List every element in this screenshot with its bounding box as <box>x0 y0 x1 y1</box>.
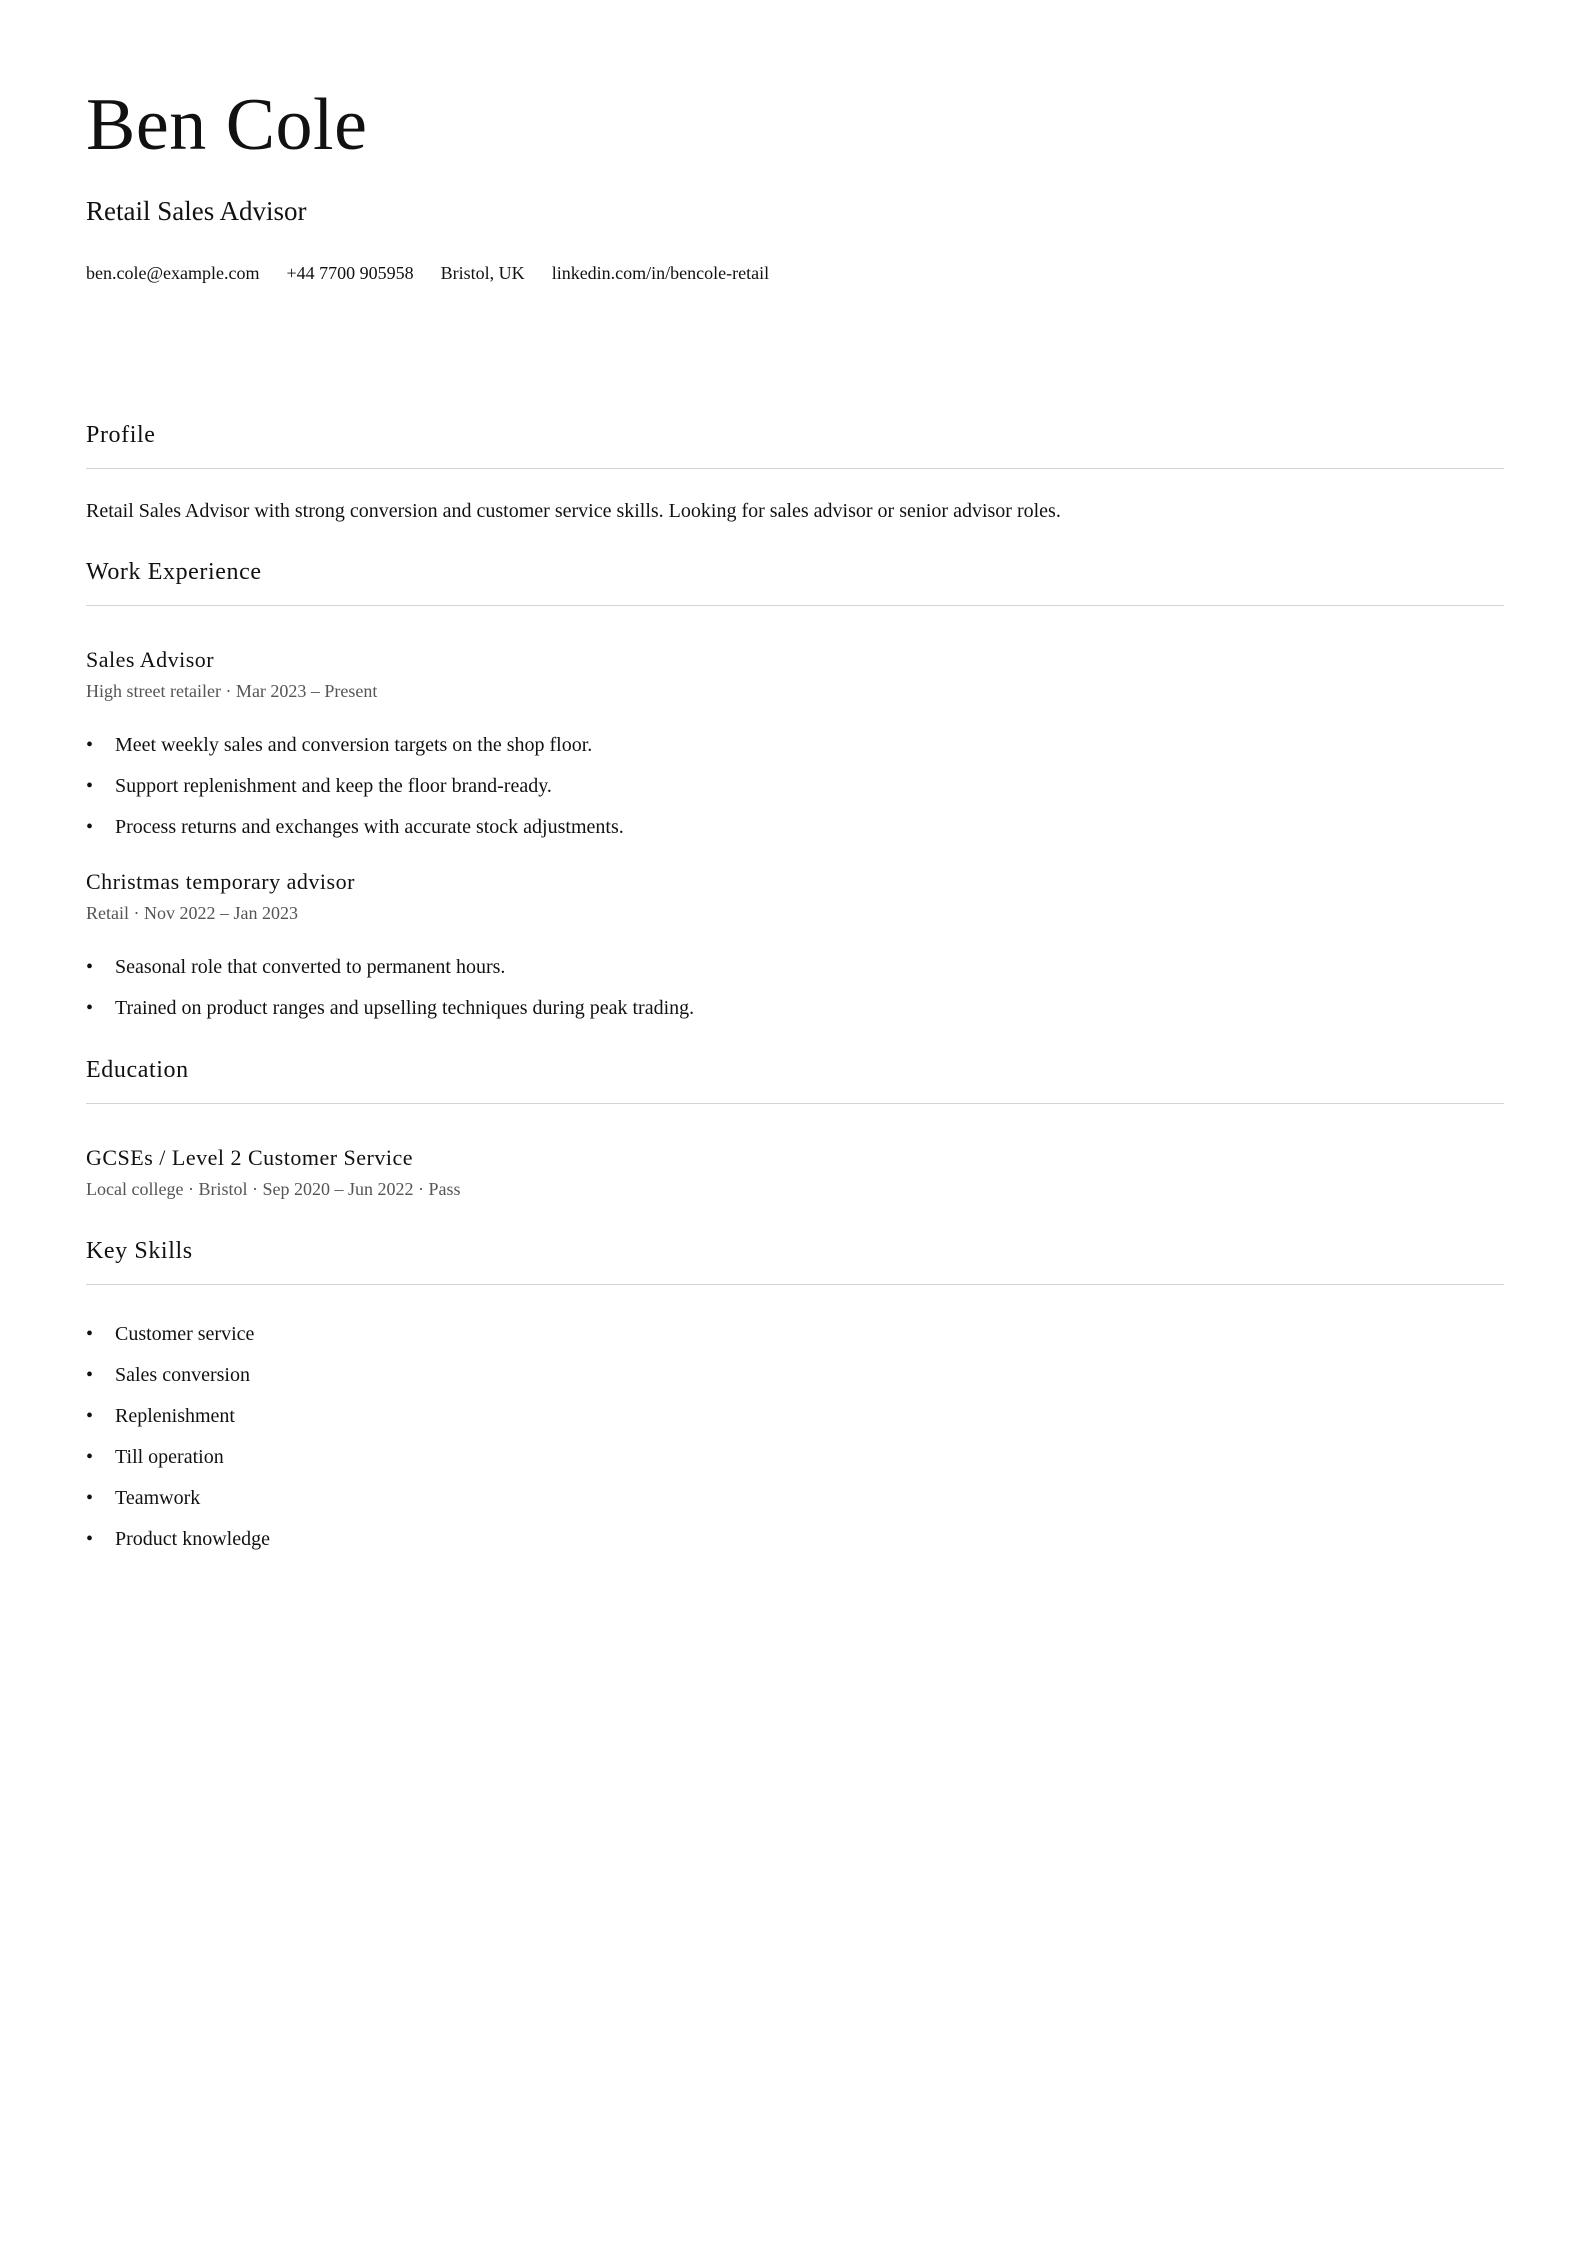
job-title: Christmas temporary advisor <box>86 869 355 894</box>
bullet-icon: • <box>86 1323 94 1345</box>
list-item-text: Meet weekly sales and conversion targets on the shop floor. <box>115 734 593 756</box>
skill-item-text: Till operation <box>115 1446 224 1468</box>
education-title: GCSEs / Level 2 Customer Service <box>86 1145 414 1170</box>
job-title: Sales Advisor <box>86 647 215 672</box>
bullet-icon: • <box>86 1364 94 1386</box>
section-divider <box>86 1284 1504 1285</box>
job-meta: High street retailer · Mar 2023 – Present <box>86 681 378 701</box>
bullet-icon: • <box>86 1446 94 1468</box>
contact-location: Bristol, UK <box>440 263 525 283</box>
contact-linkedin: linkedin.com/in/bencole-retail <box>551 263 770 283</box>
skill-item-text: Product knowledge <box>115 1528 270 1550</box>
section-divider <box>86 605 1504 606</box>
bullet-icon: • <box>86 1528 94 1550</box>
section-title-profile: Profile <box>86 422 156 448</box>
education-meta: Local college · Bristol · Sep 2020 – Jun 2022 · Pass <box>86 1179 461 1199</box>
skill-item-text: Teamwork <box>115 1487 201 1509</box>
bullet-icon: • <box>86 997 94 1019</box>
list-item-text: Seasonal role that converted to permanent hours. <box>115 956 506 978</box>
section-title-experience: Work Experience <box>86 559 262 585</box>
profile-summary: Retail Sales Advisor with strong conversion and customer service skills. Looking for sales advisor or senior advisor roles. <box>86 500 1061 522</box>
candidate-name: Ben Cole <box>86 84 368 166</box>
list-item-text: Trained on product ranges and upselling techniques during peak trading. <box>115 997 695 1019</box>
job-meta: Retail · Nov 2022 – Jan 2023 <box>86 903 298 923</box>
bullet-icon: • <box>86 775 94 797</box>
skill-item-text: Customer service <box>115 1323 255 1345</box>
bullet-icon: • <box>86 734 94 756</box>
bullet-icon: • <box>86 956 94 978</box>
candidate-title: Retail Sales Advisor <box>86 196 307 226</box>
bullet-icon: • <box>86 1405 94 1427</box>
list-item-text: Process returns and exchanges with accurate stock adjustments. <box>115 816 624 838</box>
section-divider <box>86 468 1504 469</box>
contact-phone: +44 7700 905958 <box>286 263 414 283</box>
bullet-icon: • <box>86 816 94 838</box>
section-divider <box>86 1103 1504 1104</box>
list-item-text: Support replenishment and keep the floor brand-ready. <box>115 775 552 797</box>
skill-item-text: Sales conversion <box>115 1364 250 1386</box>
bullet-icon: • <box>86 1487 94 1509</box>
section-title-skills: Key Skills <box>86 1238 193 1264</box>
skill-item-text: Replenishment <box>115 1405 235 1427</box>
contact-email: ben.cole@example.com <box>86 263 260 283</box>
contact-line <box>86 264 796 282</box>
section-title-education: Education <box>86 1057 189 1083</box>
